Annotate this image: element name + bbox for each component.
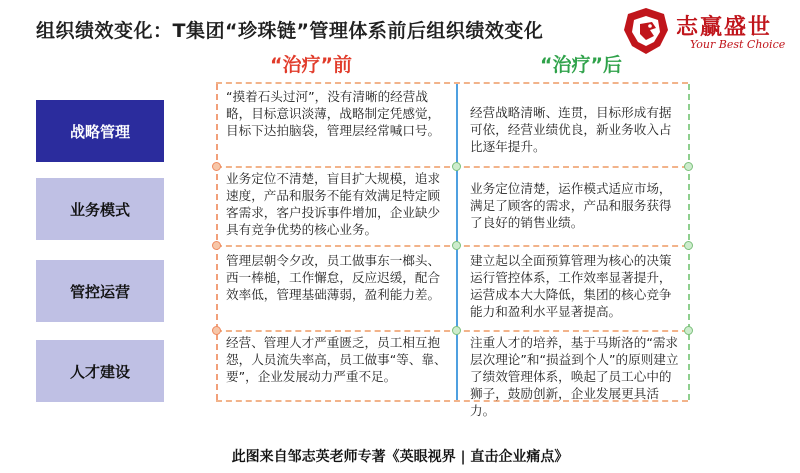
after-cell-talent: 注重人才的培养，基于马斯洛的“需求层次理论”和“损益到个人”的原则建立了绩效管理体系，唤起了员工心中的狮子，鼓励创新，企业发展更具活力。	[470, 335, 679, 418]
junction-dot	[684, 162, 693, 171]
junction-dot	[212, 326, 221, 335]
junction-dot	[452, 241, 461, 250]
junction-dot	[212, 162, 221, 171]
brand-name: 志赢盛世	[676, 14, 773, 40]
divider-line	[216, 82, 688, 84]
column-header-after: “治疗”后	[540, 54, 622, 76]
after-cell-strategy: 经营战略清晰、连贯，目标形成有据可依，经营业绩优良，新业务收入占比逐年提升。	[470, 105, 672, 154]
brand-slogan: Your Best Choice	[690, 38, 786, 51]
row-label-talent: 人才建设	[36, 340, 164, 402]
before-cell-talent: 经营、管理人才严重匮乏，员工相互抱怨，人员流失率高，员工做事“等、靠、要”，企业发展动力严重不足。	[226, 335, 447, 384]
column-header-before: “治疗”前	[270, 54, 352, 76]
after-cell-business-model: 业务定位清楚，运作模式适应市场，满足了顾客的需求，产品和服务获得了良好的销售业绩。	[470, 181, 672, 230]
page-title: 组织绩效变化：T集团“珍珠链”管理体系前后组织绩效变化	[36, 20, 544, 42]
junction-dot	[452, 162, 461, 171]
junction-dot	[452, 326, 461, 335]
row-label-business-model: 业务模式	[36, 178, 164, 240]
row-label-control-operation: 管控运营	[36, 260, 164, 322]
junction-dot	[684, 241, 693, 250]
before-cell-business-model: 业务定位不清楚，盲目扩大规模，追求速度，产品和服务不能有效满足特定顾客需求，客户投诉事件增加，企业缺少具有竞争优势的核心业务。	[226, 171, 441, 237]
brand-logo	[620, 6, 792, 56]
junction-dot	[684, 326, 693, 335]
eagle-logo-icon	[620, 6, 672, 56]
before-cell-control-operation: 管理层朝令夕改，员工做事东一榔头、西一棒槌，工作懈怠，反应迟缓，配合效率低，管理基础薄弱，盈利能力差。	[226, 253, 441, 302]
junction-dot	[212, 241, 221, 250]
source-caption: 此图来自邹志英老师专著《英眼视界 | 直击企业痛点》	[231, 449, 569, 465]
row-label-strategy: 战略管理	[36, 100, 164, 162]
after-cell-control-operation: 建立起以全面预算管理为核心的决策运行管控体系，工作效率显著提升，运营成本大大降低，集团的核心竞争能力和盈利水平显著提高。	[470, 253, 672, 319]
before-cell-strategy: “摸着石头过河”，没有清晰的经营战略，目标意识淡薄，战略制定凭感觉，目标下达拍脑袋，管理层经常喊口号。	[226, 89, 441, 138]
